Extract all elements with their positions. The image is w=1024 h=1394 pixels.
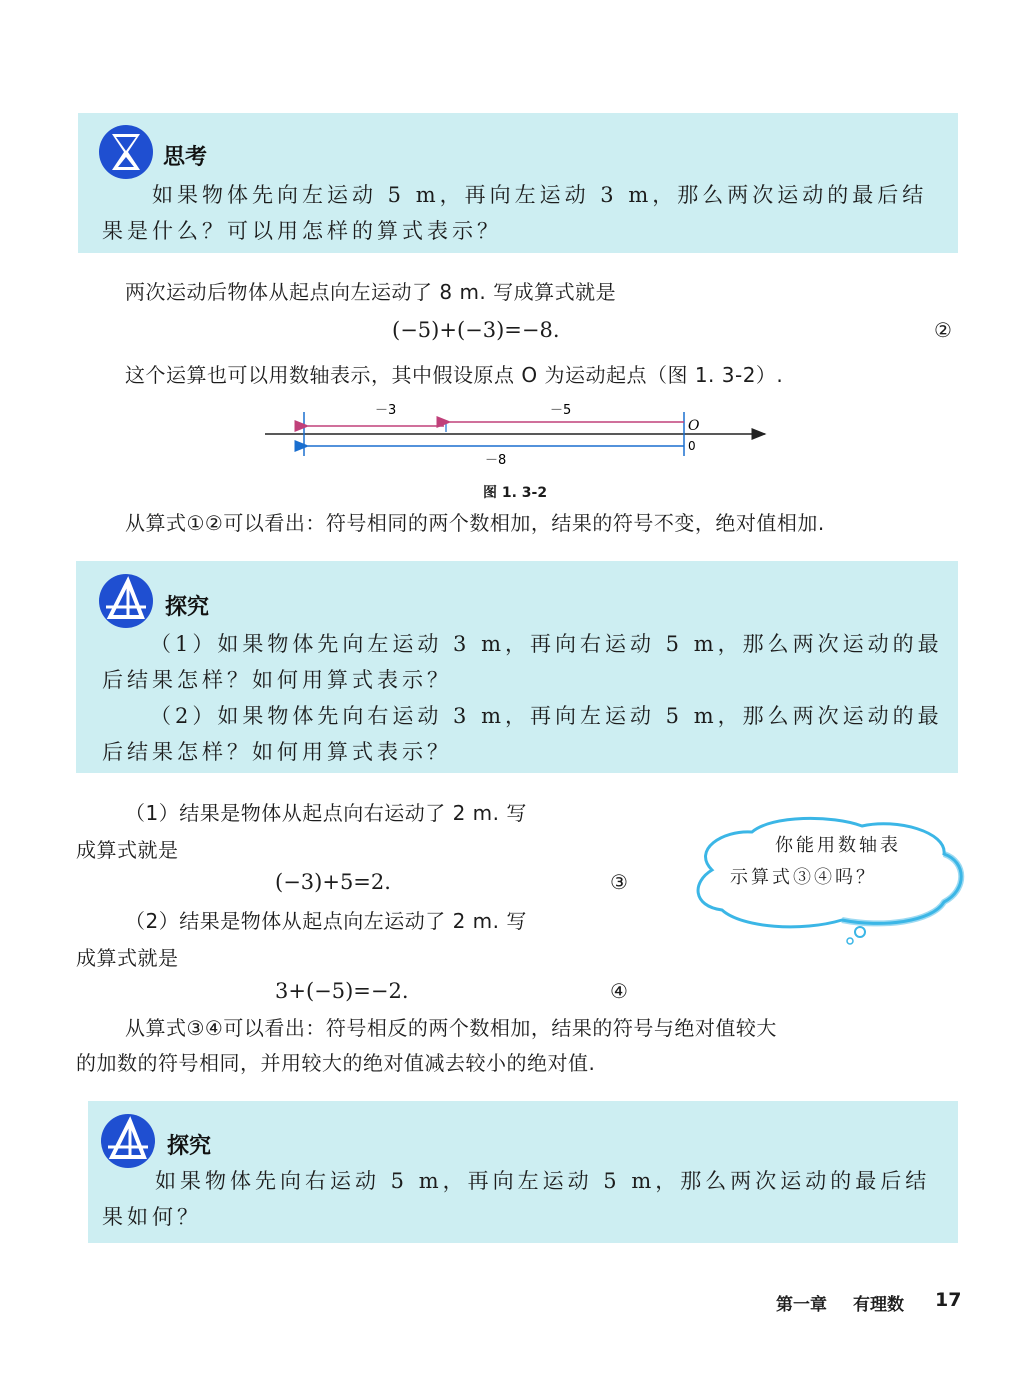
explore2-line2: 果如何？ xyxy=(102,1205,202,1229)
answer2-line2: 成算式就是 xyxy=(76,946,179,970)
answer1-line2: 成算式就是 xyxy=(76,838,179,862)
cloud-line-2: 示算式③④吗？ xyxy=(730,867,877,888)
paragraph-4-line2: 的加数的符号相同，并用较大的绝对值减去较小的绝对值. xyxy=(76,1051,596,1075)
explore1-q2-line2: 后结果怎样？如何用算式表示？ xyxy=(102,740,452,764)
think-line-1: 如果物体先向左运动 5 m，再向左运动 3 m，那么两次运动的最后结 xyxy=(152,183,928,207)
label-zero: 0 xyxy=(688,439,696,453)
explore-title-1: 探究 xyxy=(165,595,210,620)
number-line-figure xyxy=(260,398,780,478)
paragraph-4-line1: 从算式③④可以看出：符号相反的两个数相加，结果的符号与绝对值较大 xyxy=(125,1016,777,1040)
think-line-2: 果是什么？可以用怎样的算式表示？ xyxy=(102,219,502,243)
footer-title: 有理数 xyxy=(853,1295,904,1315)
label-origin: O xyxy=(688,418,700,434)
equation-4-number: ④ xyxy=(610,979,628,1003)
paragraph-3: 从算式①②可以看出：符号相同的两个数相加，结果的符号不变，绝对值相加. xyxy=(125,511,825,535)
page-number: 17 xyxy=(935,1289,962,1311)
explore1-q2-line1: （2）如果物体先向右运动 3 m，再向左运动 5 m，那么两次运动的最 xyxy=(150,704,943,728)
figure-caption: 图 1. 3-2 xyxy=(483,485,548,501)
explore2-line1: 如果物体先向右运动 5 m，再向左运动 5 m，那么两次运动的最后结 xyxy=(155,1169,931,1193)
answer1-line1: （1）结果是物体从起点向右运动了 2 m. 写 xyxy=(125,801,527,825)
explore-title-2: 探究 xyxy=(167,1134,212,1159)
paragraph-1: 两次运动后物体从起点向左运动了 8 m. 写成算式就是 xyxy=(125,280,617,304)
explore1-q1-line2: 后结果怎样？如何用算式表示？ xyxy=(102,668,452,692)
equation-2-number: ② xyxy=(934,318,952,342)
label-minus5: －5 xyxy=(550,403,572,418)
paragraph-2: 这个运算也可以用数轴表示，其中假设原点 O 为运动起点（图 1. 3-2）. xyxy=(125,363,784,387)
think-title: 思考 xyxy=(163,145,208,170)
equation-4: 3+(−5)=−2. xyxy=(275,979,409,1003)
footer-chapter: 第一章 xyxy=(776,1295,827,1315)
equation-3-number: ③ xyxy=(610,870,628,894)
label-minus3: －3 xyxy=(375,403,397,418)
explore1-q1-line1: （1）如果物体先向左运动 3 m，再向右运动 5 m，那么两次运动的最 xyxy=(150,632,943,656)
compass-icon xyxy=(100,1113,156,1169)
compass-icon xyxy=(98,573,154,629)
hourglass-icon xyxy=(98,124,154,180)
answer2-line1: （2）结果是物体从起点向左运动了 2 m. 写 xyxy=(125,909,527,933)
cloud-line-1: 你能用数轴表 xyxy=(775,835,901,856)
equation-3: (−3)+5=2. xyxy=(275,870,391,894)
label-minus8: －8 xyxy=(485,453,507,468)
equation-2: (−5)+(−3)=−8. xyxy=(392,318,560,342)
